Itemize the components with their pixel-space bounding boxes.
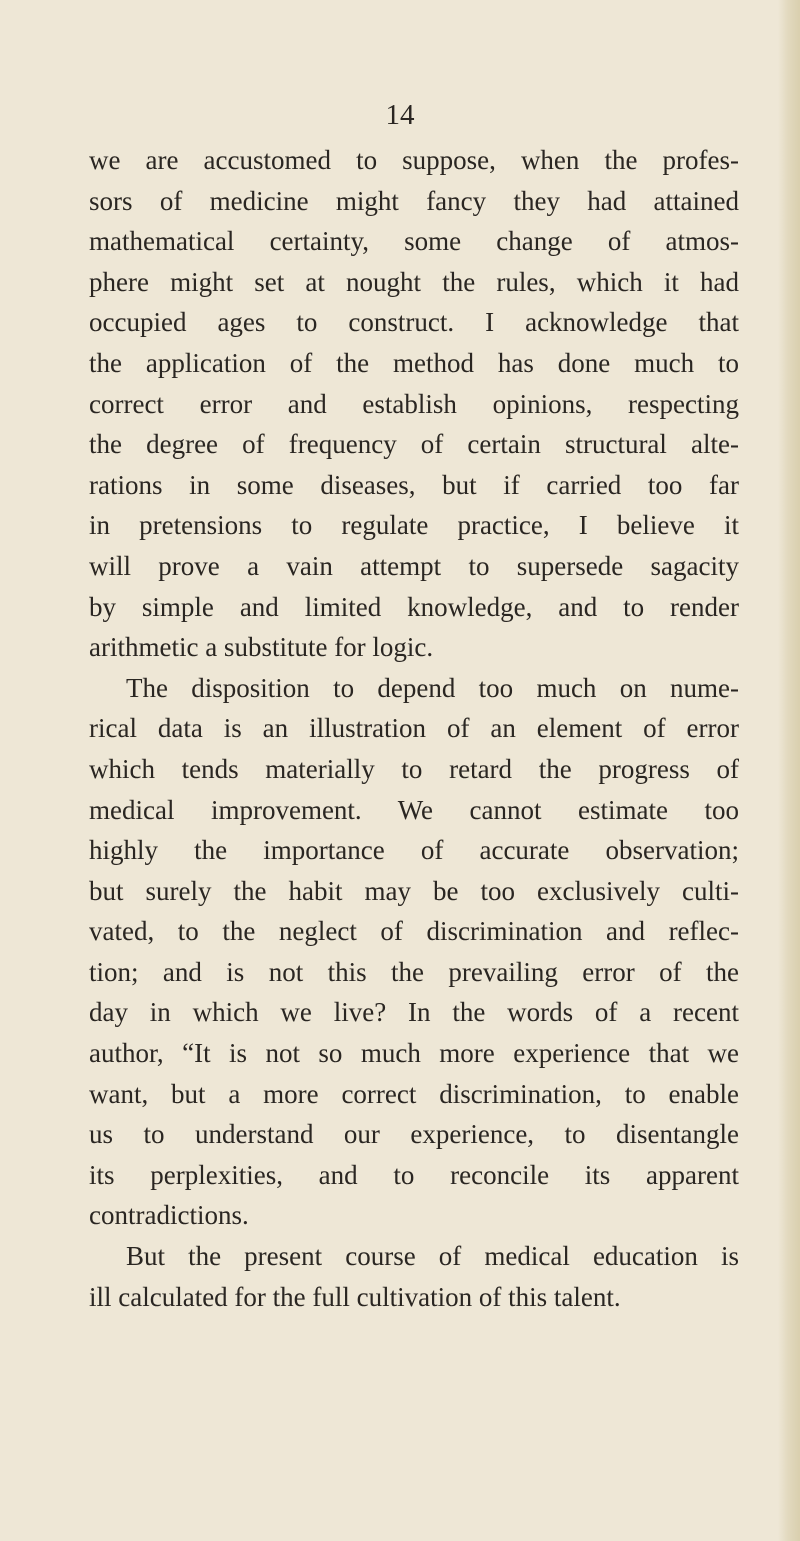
text-line: day in which we live? In the words of a recent (89, 997, 739, 1028)
text-line: tion; and is not this the prevailing error of the (89, 956, 739, 987)
text-line: occupied ages to construct. I acknowledge that (89, 307, 739, 338)
text-line: ill calculated for the full cultivation of this talent. (89, 1281, 621, 1312)
text-line: arithmetic a substitute for logic. (89, 632, 434, 663)
text-line: want, but a more correct discrimination, to enable (89, 1078, 739, 1109)
text-line: But the present course of medical education is (126, 1241, 739, 1272)
text-line: its perplexities, and to reconcile its apparent (89, 1159, 739, 1190)
text-line: which tends materially to retard the progress of (89, 753, 739, 784)
page-edge-shadow (778, 0, 800, 1541)
text-line: contradictions. (89, 1200, 249, 1231)
text-line: rations in some diseases, but if carried too far (89, 469, 739, 500)
text-line: will prove a vain attempt to supersede sagacity (89, 550, 739, 581)
text-line: by simple and limited knowledge, and to render (89, 591, 739, 622)
text-line: us to understand our experience, to disentangle (89, 1119, 739, 1150)
text-line: medical improvement. We cannot estimate too (89, 794, 739, 825)
text-line: we are accustomed to suppose, when the profes- (89, 145, 739, 175)
page-number: 14 (385, 99, 415, 131)
text-line: mathematical certainty, some change of atmos- (89, 226, 739, 257)
body-text (89, 140, 739, 1317)
text-line: sors of medicine might fancy they had attained (89, 185, 739, 216)
text-line: phere might set at nought the rules, which it had (89, 266, 739, 297)
text-line: author, “It is not so much more experience that we (89, 1038, 739, 1069)
text-line: rical data is an illustration of an element of error (89, 713, 739, 744)
text-line: vated, to the neglect of discrimination and reflec- (89, 916, 739, 947)
text-line: the degree of frequency of certain structural alte- (89, 429, 739, 460)
text-line: but surely the habit may be too exclusively culti- (89, 875, 739, 906)
text-line: The disposition to depend too much on nume- (126, 672, 739, 703)
text-line: highly the importance of accurate observation; (89, 835, 739, 866)
text-line: correct error and establish opinions, respecting (89, 388, 739, 419)
text-line: in pretensions to regulate practice, I believe it (89, 510, 739, 541)
text-line: the application of the method has done much to (89, 347, 739, 378)
